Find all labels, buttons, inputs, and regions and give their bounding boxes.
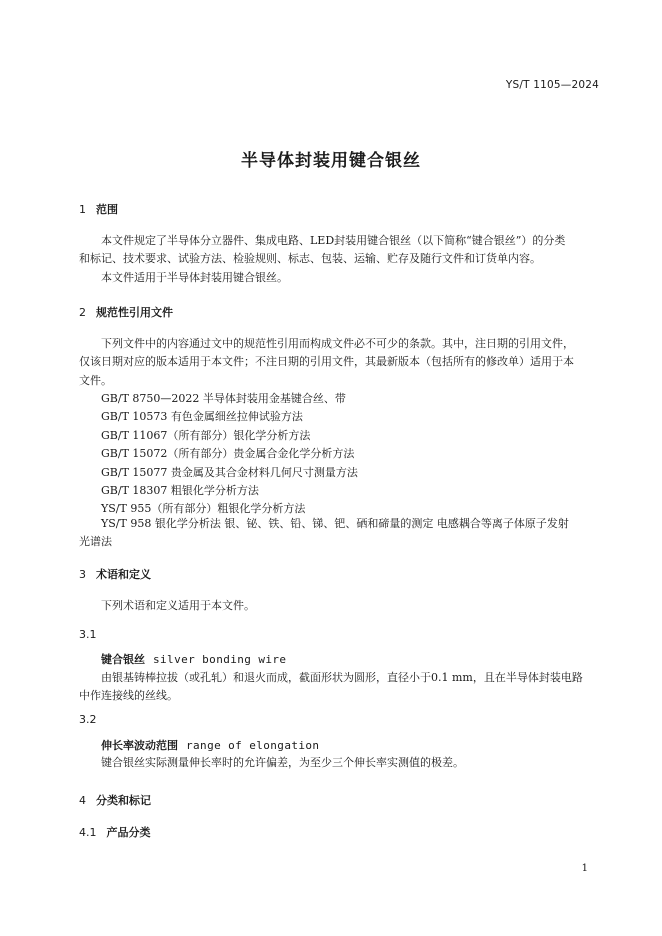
term-chinese: 伸长率波动范围: [101, 739, 178, 752]
section-4-heading: [79, 792, 151, 808]
section-3-heading: [79, 566, 151, 582]
term-3-1-number: 3.1: [79, 628, 97, 641]
reference-item: YS/T 955（所有部分）粗银化学分析方法: [101, 502, 306, 516]
document-code: YS/T 1105—2024: [505, 79, 599, 91]
reference-item: GB/T 15077 贵金属及其合金材料几何尺寸测量方法: [101, 465, 358, 479]
paragraph-line: 本文件适用于半导体封装用键合银丝。: [101, 270, 288, 284]
section-number: 3: [79, 568, 86, 581]
page-number: 1: [581, 863, 588, 874]
section-2-paragraph: [79, 335, 601, 390]
paragraph-line: 仅该日期对应的版本适用于本文件；不注日期的引用文件，其最新版本（包括所有的修改单）适用于本: [79, 355, 574, 369]
definition-line: 中作连接线的丝线。: [79, 689, 178, 703]
section-1-paragraph: [79, 232, 601, 287]
subsection-4-1-heading: [79, 824, 151, 840]
reference-line: 光谱法: [79, 535, 112, 549]
section-2-heading: [79, 304, 173, 320]
section-title: 规范性引用文件: [96, 306, 173, 319]
subsection-number: 4.1: [79, 826, 97, 839]
reference-line: YS/T 958 银化学分析法 银、铋、铁、铅、锑、钯、硒和碲量的测定 电感耦合等离子体原子发射: [101, 517, 569, 530]
section-title: 分类和标记: [96, 794, 151, 807]
reference-list: [101, 390, 358, 519]
reference-item-last: [79, 515, 601, 552]
paragraph-line: 文件。: [79, 373, 112, 387]
reference-item: GB/T 8750—2022 半导体封装用金基键合丝、带: [101, 392, 346, 405]
term-3-2-number: 3.2: [79, 713, 97, 726]
section-title: 范围: [96, 203, 118, 216]
section-title: 术语和定义: [96, 568, 151, 581]
paragraph-line: 本文件规定了半导体分立器件、集成电路、LED封装用键合银丝（以下简称“键合银丝”）的分类: [101, 234, 566, 247]
paragraph-line: 和标记、技术要求、试验方法、检验规则、标志、包装、运输、贮存及随行文件和订货单内容。: [79, 252, 541, 266]
reference-item: GB/T 10573 有色金属细丝拉伸试验方法: [101, 410, 303, 424]
section-number: 1: [79, 203, 86, 216]
section-3-intro: 下列术语和定义适用于本文件。: [101, 599, 255, 612]
term-english: range of elongation: [186, 739, 320, 752]
section-number: 4: [79, 794, 86, 807]
term-3-1-definition: [79, 669, 601, 706]
term-3-2-heading: [101, 737, 319, 753]
reference-item: GB/T 15072（所有部分）贵金属合金化学分析方法: [101, 447, 355, 461]
document-title: 半导体封装用键合银丝: [241, 151, 421, 171]
reference-item: GB/T 11067（所有部分）银化学分析方法: [101, 428, 311, 442]
reference-item: GB/T 18307 粗银化学分析方法: [101, 484, 259, 498]
section-number: 2: [79, 306, 86, 319]
subsection-title: 产品分类: [106, 826, 151, 839]
paragraph-line: 下列文件中的内容通过文中的规范性引用而构成文件必不可少的条款。其中，注日期的引用文件，: [101, 337, 574, 350]
term-3-2-definition: 键合银丝实际测量伸长率时的允许偏差，为至少三个伸长率实测值的极差。: [101, 756, 464, 769]
term-chinese: 键合银丝: [101, 653, 145, 666]
term-3-1-heading: [101, 651, 286, 667]
term-english: silver bonding wire: [153, 653, 287, 666]
section-1-heading: [79, 201, 118, 217]
definition-line: 由银基铸棒拉拔（或孔轧）和退火而成，截面形状为圆形，直径小于0.1 mm，且在半导体封装电路: [101, 671, 583, 684]
